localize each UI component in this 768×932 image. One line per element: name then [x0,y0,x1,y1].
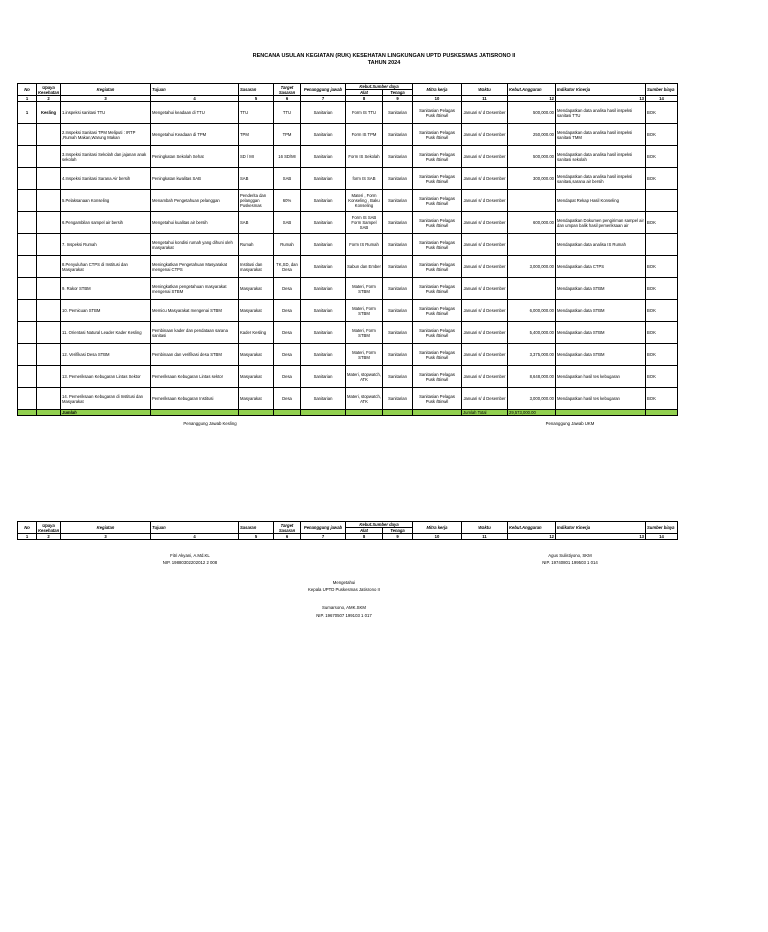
cell-tenaga: Sanitarian [383,102,413,124]
column-number: 2 [37,96,61,102]
column-number: 5 [239,96,274,102]
cell-anggaran [508,190,556,212]
center-signer-name: Sumarsono, AMK.SKM [322,605,366,610]
column-number: 3 [61,96,151,102]
cell-anggaran: 500,000.00 [508,146,556,168]
cell-mitra: Sanitasian Pelagas Pusk /Binwil [413,102,462,124]
cell-waktu: Januari s/ d Desember [462,190,508,212]
cell-no [18,146,37,168]
cell-tujuan: Pemeriksaan Kebugaran Lintas sektor [151,366,239,388]
total-label: Jumlah [61,410,151,416]
cell-indikator: Mendapatkan data analisa hasil inspeksi sanitasi sekolah [556,146,646,168]
cell-alat: Materi, Form STBM [346,344,383,366]
cell-waktu: Januari s/ d Desember [462,388,508,410]
cell-kegiatan: 11. Orientasi Natural Leader Kader Kesling [61,322,151,344]
cell-target: 60% [274,190,301,212]
cell-tenaga: Sanitarian [383,388,413,410]
center-title: Kepala UPTD Puskesmas Jatisrono II [308,587,380,592]
cell-sasaran: SD / MI [239,146,274,168]
cell-pj: Sanitarian [301,344,346,366]
cell-target: TK,SD, dan Desa [274,256,301,278]
cell-anggaran: 3,000,000.00 [508,388,556,410]
cell-sumber: BOK [646,388,678,410]
cell-tujuan: Peningkatan Sekolah Sehat [151,146,239,168]
header-mitra: Mitra kerja [413,522,462,534]
ruk-table [17,83,678,416]
cell-kegiatan: 10. Pemicuan STBM [61,300,151,322]
cell-no [18,256,37,278]
cell-anggaran: 250,000.00 [508,124,556,146]
cell-pj: Sanitarian [301,300,346,322]
cell-upaya [37,256,61,278]
cell-mitra: Sanitasian Pelagas Pusk /Binwil [413,388,462,410]
cell-waktu: Januari s/ d Desember [462,256,508,278]
header-kebutuhan: Kebut.Sumber daya [346,84,413,90]
ruk-table-body [18,96,678,416]
cell-target: Desa [274,388,301,410]
cell-indikator: Mendapatkan Dokumen pengiriman sampel air dan umpan balik hasil pemeriksaan air [556,212,646,234]
cell-indikator: Mendapatkan data STBM [556,322,646,344]
header-kegiatan: Kegiatan [61,84,151,96]
total-subtotal-label: Jumlah Total [462,410,508,416]
cell-target: SAB [274,168,301,190]
cell-mitra: Sanitasian Pelagas Pusk /Binwil [413,344,462,366]
cell-tujuan: Memicu Masyarakat mengenai STBM [151,300,239,322]
cell-anggaran [508,278,556,300]
table-row [18,256,678,278]
cell-kegiatan: 7. Inspeksi Rumah [61,234,151,256]
cell-tenaga: Sanitarian [383,366,413,388]
cell-target: Desa [274,344,301,366]
column-number: 1 [18,96,37,102]
column-number-row [18,534,678,540]
cell-tenaga: Sanitarian [383,168,413,190]
cell-indikator: Mendapat Rekap Hasil Konseling [556,190,646,212]
cell-no [18,322,37,344]
cell-target: SAB [274,212,301,234]
cell-anggaran: 8,648,000.00 [508,366,556,388]
cell-alat: Form IS SAB Form Sampel SAB [346,212,383,234]
cell-kegiatan: 1.inspeksi sanitasi TTU [61,102,151,124]
right-signature-caption: Penanggung Jawab UKM [545,421,595,426]
cell-sasaran: Masyarakat [239,300,274,322]
left-signer-name: Fitri Akyani, A.Md.KL [170,553,210,558]
cell-kegiatan: 8.Penyuluhan CTPS di Institusi dan Masyarakat [61,256,151,278]
cell-tenaga: Sanitarian [383,256,413,278]
header-sumber: Sumber biaya [646,522,678,534]
cell-indikator: Mendapatkan data analisa hasil inspeksi sanitasi,sarana air bersih [556,168,646,190]
cell-indikator: Mendapatkan data STBM [556,344,646,366]
cell-alat: Materi, stopwatch, ATK [346,388,383,410]
cell-indikator: Mendapatkan data analisa hasil inspeksi sanitasi TMM [556,124,646,146]
column-number: 3 [61,534,151,540]
cell-sasaran: SAB [239,168,274,190]
cell-tujuan: Pemeriksaan Kebugaran Institusi [151,388,239,410]
cell-mitra: Sanitasian Pelagas Pusk /Binwil [413,168,462,190]
cell-upaya [37,146,61,168]
cell-tujuan: Mengetahui kondisi rumah yang dihuni oleh masyarakat [151,234,239,256]
cell-target: 16 SD/MI [274,146,301,168]
cell-mitra: Sanitasian Pelagas Pusk /Binwil [413,322,462,344]
cell-sumber: BOK [646,168,678,190]
left-signature-caption: Penanggung Jawab Kesling [183,421,237,426]
column-number: 5 [239,534,274,540]
cell-sasaran: Rumah [239,234,274,256]
cell-upaya [37,388,61,410]
cell-tenaga: Sanitarian [383,146,413,168]
cell-indikator: Mendapatkan hasil tes kebugaran [556,388,646,410]
cell-waktu: Januari s/ d Desember [462,102,508,124]
header-sumber: Sumber biaya [646,84,678,96]
cell-waktu: Januari s/ d Desember [462,278,508,300]
cell-pj: Sanitarian [301,212,346,234]
cell-sumber [646,190,678,212]
cell-alat: Form IS Rumah [346,234,383,256]
column-number: 8 [346,534,383,540]
cell-sasaran: Masyarakat [239,344,274,366]
cell-upaya [37,234,61,256]
header-alat: Alat [346,528,383,534]
column-number: 7 [301,534,346,540]
cell-sumber: BOK [646,366,678,388]
cell-no [18,190,37,212]
header-tenaga: Tenaga [383,528,413,534]
header-kebutuhan: Kebut.Sumber daya [346,522,413,528]
cell-sasaran: Kader Kesling [239,322,274,344]
column-number: 8 [346,96,383,102]
cell-upaya [37,322,61,344]
header-mitra: Mitra kerja [413,84,462,96]
cell-waktu: Januari s/ d Desember [462,344,508,366]
cell-kegiatan: 12. Verifikasi Desa STBM [61,344,151,366]
column-number: 6 [274,96,301,102]
cell-mitra: Sanitasian Pelagas Pusk /Binwil [413,212,462,234]
cell-kegiatan: 6.Pengambilan sampel air bersih [61,212,151,234]
header-kegiatan: Kegiatan [61,522,151,534]
column-number: 11 [462,534,508,540]
header-sasaran: Sasaran [239,522,274,534]
header-waktu: Waktu [462,522,508,534]
table-row [18,278,678,300]
cell-no [18,366,37,388]
cell-sumber: BOK [646,124,678,146]
cell-upaya [37,366,61,388]
table-row [18,322,678,344]
cell-tenaga: Sanitarian [383,124,413,146]
cell-waktu: Januari s/ d Desember [462,168,508,190]
cell-kegiatan: 14. Pemeriksaan Kebugaran di Institusi dan Masyarakat [61,388,151,410]
cell-indikator: Mendapatkan data analisa IS Rumah [556,234,646,256]
cell-no [18,212,37,234]
header-sasaran: Sasaran [239,84,274,96]
cell-pj: Sanitarian [301,168,346,190]
cell-no: 1 [18,102,37,124]
page-subtitle-year: TAHUN 2024 [367,60,401,66]
cell-sasaran: TTU [239,102,274,124]
cell-tujuan: Meningkatkan Pengetahuan Masyarakat mengenai CTPS [151,256,239,278]
cell-tenaga: Sanitarian [383,278,413,300]
total-row [18,410,678,416]
cell-upaya [37,278,61,300]
header-alat: Alat [346,90,383,96]
table-row [18,124,678,146]
cell-waktu: Januari s/ d Desember [462,234,508,256]
column-number: 10 [413,96,462,102]
cell-mitra: Sanitasian Pelagas Pusk /Binwil [413,190,462,212]
cell-waktu: Januari s/ d Desember [462,322,508,344]
cell-alat: Materi, Form STBM [346,322,383,344]
cell-anggaran: 300,000.00 [508,168,556,190]
cell-alat: Materi, Form STBM [346,278,383,300]
cell-pj: Sanitarian [301,102,346,124]
column-number: 7 [301,96,346,102]
cell-sumber [646,234,678,256]
cell-mitra: Sanitasian Pelagas Pusk /Binwil [413,146,462,168]
column-number: 12 [508,96,556,102]
center-signer-nip: NIP. 19670507 199103 1 017 [316,613,372,618]
cell-mitra: Sanitasian Pelagas Pusk /Binwil [413,300,462,322]
cell-no [18,278,37,300]
cell-kegiatan: 4.Inspeksi Sanitasi Sarana Air bersih [61,168,151,190]
cell-alat: Sabun dan Ember [346,256,383,278]
cell-upaya [37,212,61,234]
header-indikator: Indikator Kinerja [556,84,646,96]
left-signer-nip: NIP. 19880302202012 2 008 [162,560,218,565]
cell-upaya [37,190,61,212]
cell-alat: Form IS Sekolah [346,146,383,168]
header-tujuan: Tujuan [151,84,239,96]
cell-target: Desa [274,322,301,344]
cell-no [18,388,37,410]
cell-target: Rumah [274,234,301,256]
cell-sasaran: Masyarakat [239,388,274,410]
cell-pj: Sanitarian [301,278,346,300]
cell-tujuan: Pembinaan kader dan pendataan sarana sanitasi [151,322,239,344]
cell-pj: Sanitarian [301,256,346,278]
cell-sumber: BOK [646,256,678,278]
cell-sasaran: SAB [239,212,274,234]
cell-sumber: BOK [646,344,678,366]
ruk-table-blank [17,521,678,540]
cell-target: Desa [274,366,301,388]
column-number: 9 [383,534,413,540]
cell-anggaran: 6,000,000.00 [508,300,556,322]
table-row [18,212,678,234]
column-number: 14 [646,96,678,102]
table-row [18,190,678,212]
cell-sumber: BOK [646,300,678,322]
table-row [18,234,678,256]
column-number: 1 [18,534,37,540]
cell-no [18,234,37,256]
cell-indikator: Mendapatkan data analisa hasil inspeksi sanitasi TTU [556,102,646,124]
cell-anggaran: 5,400,000.00 [508,322,556,344]
cell-pj: Sanitarian [301,322,346,344]
column-number: 11 [462,96,508,102]
cell-pj: Sanitarian [301,366,346,388]
cell-waktu: Januari s/ d Desember [462,366,508,388]
cell-sasaran: TPM [239,124,274,146]
cell-alat: Materi, stopwatch, ATK [346,366,383,388]
table-row [18,300,678,322]
cell-alat: Materi , Form Konseling , Baku Konseling [346,190,383,212]
cell-target: TTU [274,102,301,124]
total-amount: 29,573,000.00 [508,410,556,416]
cell-alat: Form IS TPM [346,124,383,146]
cell-tujuan: Peningkatan kwalitas SAB [151,168,239,190]
cell-kegiatan: 2.Inspeksi Sanitasi TPM Meliputi : IRTP ,Rumah Makan,Warung Makan [61,124,151,146]
cell-tujuan: Pembinaan dan verifikasi desa STBM [151,344,239,366]
right-signer-name: Agus Sulistiyono, SKM [548,553,592,558]
column-number: 4 [151,96,239,102]
header-no: No [18,84,37,96]
column-number: 9 [383,96,413,102]
cell-mitra: Sanitasian Pelagas Pusk /Binwil [413,278,462,300]
cell-pj: Sanitarian [301,234,346,256]
cell-indikator: Mendapatkan data STBM [556,300,646,322]
cell-tujuan: Mengetahui Keadaan di TPM [151,124,239,146]
page-title: RENCANA USULAN KEGIATAN (RUK) KESEHATAN LINGKUNGAN UPTD PUSKESMAS JATISRONO II [252,53,516,59]
cell-waktu: Januari s/ d Desember [462,300,508,322]
cell-pj: Sanitarian [301,388,346,410]
header-indikator: Indikator Kinerja [556,522,646,534]
table-row [18,102,678,124]
cell-upaya [37,344,61,366]
column-number: 13 [556,534,646,540]
table-row [18,146,678,168]
header-pj: Penanggung jawab [301,84,346,96]
cell-waktu: Januari s/ d Desember [462,124,508,146]
cell-anggaran: 500,000.00 [508,102,556,124]
cell-indikator: Mendapatkan hasil tes kebugaran [556,366,646,388]
column-number: 10 [413,534,462,540]
cell-tenaga: Sanitarian [383,190,413,212]
cell-anggaran [508,234,556,256]
cell-upaya [37,300,61,322]
header-upaya: Upaya Kesehatan [38,84,60,95]
table-row [18,344,678,366]
cell-tujuan: Meningkatkan pengetahuan masyarakat mengenai STBM [151,278,239,300]
ruk-table-blank-body [18,534,678,540]
cell-mitra: Sanitasian Pelagas Pusk /Binwil [413,256,462,278]
cell-tujuan: Menambah Pengetahuan pelanggan [151,190,239,212]
cell-anggaran: 3,375,000.00 [508,344,556,366]
cell-upaya: Kesling [37,102,61,124]
header-target: Target Sasaran [274,522,301,534]
cell-tenaga: Sanitarian [383,344,413,366]
header-pj: Penanggung jawab [301,522,346,534]
cell-target: Desa [274,278,301,300]
cell-sumber: BOK [646,102,678,124]
cell-kegiatan: 13. Pemeriksaan Kebugaran Lintas Sektor [61,366,151,388]
cell-target: Desa [274,300,301,322]
cell-upaya [37,168,61,190]
column-number: 4 [151,534,239,540]
cell-tenaga: Sanitarian [383,300,413,322]
table-row [18,168,678,190]
cell-kegiatan: 9. Rakor STBM [61,278,151,300]
cell-sumber: BOK [646,212,678,234]
cell-kegiatan: 3.Inspeksi Sanitasi Sekolah dan jajanan anak sekolah [61,146,151,168]
cell-pj: Sanitarian [301,124,346,146]
cell-sasaran: Institusi dan masyarakat [239,256,274,278]
column-number: 6 [274,534,301,540]
header-anggaran: Kebut.Anggaran [508,84,556,96]
cell-tenaga: Sanitarian [383,322,413,344]
cell-tenaga: Sanitarian [383,212,413,234]
column-number: 12 [508,534,556,540]
cell-tenaga: Sanitarian [383,234,413,256]
cell-no [18,124,37,146]
cell-upaya [37,124,61,146]
header-upaya: Upaya Kesehatan [38,522,60,533]
table-row [18,366,678,388]
cell-indikator: Mendapatkan data CTPS [556,256,646,278]
cell-tujuan: Mengetahui kualitas air bersih [151,212,239,234]
cell-sasaran: Masyarakat [239,366,274,388]
header-no: No [18,522,37,534]
cell-sumber: BOK [646,322,678,344]
cell-target: TPM [274,124,301,146]
cell-alat: Materi, Form STBM [346,300,383,322]
cell-alat: form IS SAB [346,168,383,190]
cell-no [18,344,37,366]
column-number: 2 [37,534,61,540]
cell-no [18,300,37,322]
cell-pj: Sanitarian [301,146,346,168]
cell-alat: Form IS TTU [346,102,383,124]
cell-tujuan: Mengetahui keadaan di TTU [151,102,239,124]
cell-sasaran: Penderita dan pelanggan Puskesmas [239,190,274,212]
column-number: 14 [646,534,678,540]
header-tenaga: Tenaga [383,90,413,96]
cell-indikator: Mendapatkan data STBM [556,278,646,300]
cell-no [18,168,37,190]
cell-kegiatan: 5.Pelaksanaan Konseling [61,190,151,212]
header-tujuan: Tujuan [151,522,239,534]
cell-waktu: Januari s/ d Desember [462,146,508,168]
cell-mitra: Sanitasian Pelagas Pusk /Binwil [413,366,462,388]
header-waktu: Waktu [462,84,508,96]
cell-mitra: Sanitasian Pelagas Pusk /Binwil [413,124,462,146]
cell-sumber: BOK [646,146,678,168]
cell-pj: Sanitarian [301,190,346,212]
column-number: 13 [556,96,646,102]
cell-anggaran: 3,000,000.00 [508,256,556,278]
cell-waktu: Januari s/ d Desember [462,212,508,234]
cell-mitra: Sanitasian Pelagas Pusk /Binwil [413,234,462,256]
cell-sasaran: Masyarakat [239,278,274,300]
header-target: Target Sasaran [274,84,301,96]
table-row [18,388,678,410]
header-anggaran: Kebut.Anggaran [508,522,556,534]
center-caption: Mengetahui [332,580,356,585]
right-signer-nip: NIP. 19740801 199503 1 014 [542,560,598,565]
cell-sumber: BOK [646,278,678,300]
cell-anggaran: 600,000.00 [508,212,556,234]
